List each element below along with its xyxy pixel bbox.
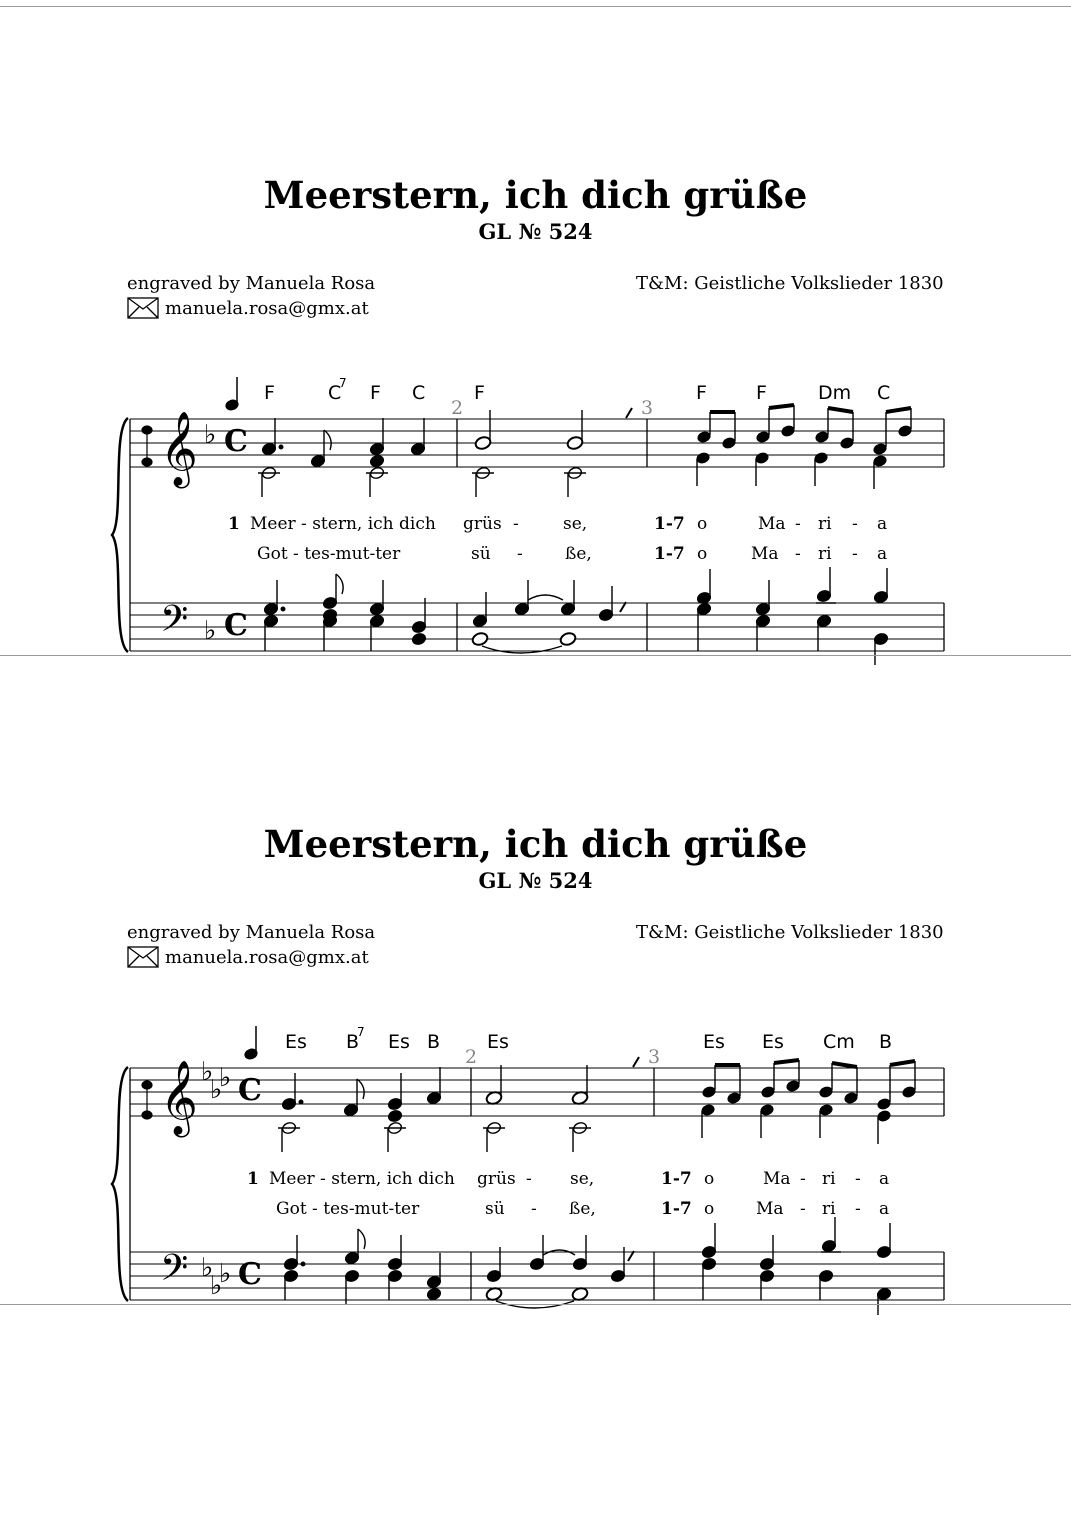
song-2-title: Meerstern, ich dich grüße: [263, 822, 808, 866]
chord-symbol: Es: [487, 1031, 509, 1053]
song-1-engraver: engraved by Manuela Rosa: [127, 273, 376, 294]
chord-symbol-sup: 7: [339, 376, 347, 390]
chord-symbol: F: [474, 382, 485, 404]
lyric-syllable: ri: [818, 514, 832, 534]
song-1-subtitle: GL № 524: [478, 219, 593, 244]
bar-number: 3: [648, 1046, 661, 1068]
chord-symbol: C: [412, 382, 426, 404]
chord-symbol: Es: [703, 1031, 725, 1053]
chord-symbol: Es: [762, 1031, 784, 1053]
lyric-syllable: o: [704, 1169, 715, 1189]
lyric-syllable: a: [877, 514, 888, 534]
lyric-syllable: Ma: [756, 1199, 784, 1219]
song-1-credit: T&M: Geistliche Volkslieder 1830: [636, 273, 944, 294]
chord-symbol-sup: 7: [357, 1025, 365, 1039]
lyric-syllable: ße,: [565, 544, 592, 564]
flat-icon: ♭: [210, 1075, 223, 1105]
chord-symbol: Es: [388, 1031, 410, 1053]
lyric-syllable: sü: [485, 1199, 505, 1219]
tempo-mark: [225, 377, 239, 411]
lyric-syllable: ri: [822, 1169, 836, 1189]
lyric-syllable: -: [513, 514, 519, 534]
flat-icon: ♭: [204, 616, 217, 646]
lyric-syllable: grüs: [477, 1169, 516, 1189]
lyric-syllable: Got - tes-mut-ter: [257, 544, 401, 564]
lyric-syllable: a: [879, 1169, 890, 1189]
chord-symbol: F: [370, 382, 381, 404]
chord-symbols: [285, 1025, 892, 1053]
bass-clef-icon: 𝄢: [160, 598, 189, 649]
chord-symbol: F: [696, 382, 707, 404]
lyric-syllable: Got - tes-mut-ter: [276, 1199, 420, 1219]
lyric-syllable: sü: [471, 544, 491, 564]
ambitus: [142, 1081, 152, 1119]
lyric-syllable: -: [531, 1199, 537, 1219]
lyric-syllable: -: [795, 514, 801, 534]
chord-symbol: F: [264, 382, 275, 404]
page-separator: [0, 1304, 1071, 1305]
lyrics: [247, 1169, 889, 1219]
lyric-syllable: -: [526, 1169, 532, 1189]
treble-clef-icon: 𝄞: [160, 1061, 198, 1135]
refrain-number: 1-7: [661, 1169, 692, 1189]
song-2-subtitle: GL № 524: [478, 868, 593, 893]
lyric-syllable: a: [879, 1199, 890, 1219]
song-2-engraver: engraved by Manuela Rosa: [127, 922, 376, 943]
lyric-syllable: -: [517, 544, 523, 564]
lyric-syllable: -: [800, 1169, 806, 1189]
flat-icon: ♭: [204, 420, 217, 450]
bar-number: 3: [641, 397, 654, 419]
lyric-syllable: a: [877, 544, 888, 564]
chord-symbols: [264, 376, 890, 404]
chord-symbol: Cm: [823, 1031, 855, 1053]
time-signature-common: C: [238, 1073, 262, 1108]
chord-symbol: C: [877, 382, 891, 404]
lyric-syllable: Ma: [751, 544, 779, 564]
lyric-syllable: o: [697, 544, 708, 564]
song-2-credit: T&M: Geistliche Volkslieder 1830: [636, 922, 944, 943]
chord-symbol: C: [328, 382, 342, 404]
refrain-number: 1-7: [654, 544, 685, 564]
tempo-mark: [244, 1026, 258, 1060]
lyrics: [228, 514, 887, 564]
lyric-syllable: se,: [563, 514, 588, 534]
song-1-title: Meerstern, ich dich grüße: [263, 173, 808, 217]
lyric-syllable: -: [855, 1169, 861, 1189]
flat-icon: ♭: [219, 1063, 232, 1093]
chord-symbol: Es: [285, 1031, 307, 1053]
chord-symbol: B: [427, 1031, 441, 1053]
lyric-syllable: Meer - stern, ich dich: [269, 1169, 455, 1189]
lyric-syllable: Meer - stern, ich dich: [250, 514, 436, 534]
time-signature-common: C: [238, 1257, 262, 1292]
time-signature-common: C: [224, 424, 248, 459]
song-2-email[interactable]: manuela.rosa@gmx.at: [165, 946, 369, 968]
flat-icon: ♭: [201, 1057, 214, 1087]
lyric-syllable: Ma: [758, 514, 786, 534]
lyric-syllable: Ma: [763, 1169, 791, 1189]
bar-number: 2: [465, 1046, 478, 1068]
ambitus: [142, 426, 152, 466]
lyric-syllable: grüs: [463, 514, 502, 534]
bass-clef-icon: 𝄢: [160, 1247, 189, 1298]
flat-icon: ♭: [219, 1259, 232, 1289]
lyric-syllable: ri: [818, 544, 832, 564]
song-1-email[interactable]: manuela.rosa@gmx.at: [165, 297, 369, 319]
refrain-number: 1-7: [661, 1199, 692, 1219]
song-1-score: [0, 0, 1071, 700]
chord-symbol: Dm: [818, 382, 852, 404]
time-signature-common: C: [224, 608, 248, 643]
lyric-syllable: -: [852, 514, 858, 534]
song-2-score: [0, 649, 1071, 1349]
chord-symbol: B: [879, 1031, 893, 1053]
bass-staff: [130, 603, 944, 651]
lyric-syllable: se,: [570, 1169, 595, 1189]
lyric-syllable: -: [800, 1199, 806, 1219]
refrain-number: 1-7: [654, 514, 685, 534]
lyric-syllable: ße,: [569, 1199, 596, 1219]
bar-number: 2: [451, 397, 464, 419]
grand-staff-brace: [112, 418, 128, 652]
lyric-syllable: ri: [822, 1199, 836, 1219]
lyric-syllable: -: [852, 544, 858, 564]
verse-number: 1: [228, 514, 240, 534]
lyric-syllable: o: [697, 514, 708, 534]
grand-staff-brace: [112, 1067, 128, 1301]
flat-icon: ♭: [201, 1253, 214, 1283]
lyric-syllable: -: [855, 1199, 861, 1219]
lyric-syllable: -: [795, 544, 801, 564]
flat-icon: ♭: [210, 1271, 223, 1301]
chord-symbol: B: [346, 1031, 360, 1053]
verse-number: 1: [247, 1169, 259, 1189]
chord-symbol: F: [756, 382, 767, 404]
treble-clef-icon: 𝄞: [160, 412, 198, 486]
lyric-syllable: o: [704, 1199, 715, 1219]
